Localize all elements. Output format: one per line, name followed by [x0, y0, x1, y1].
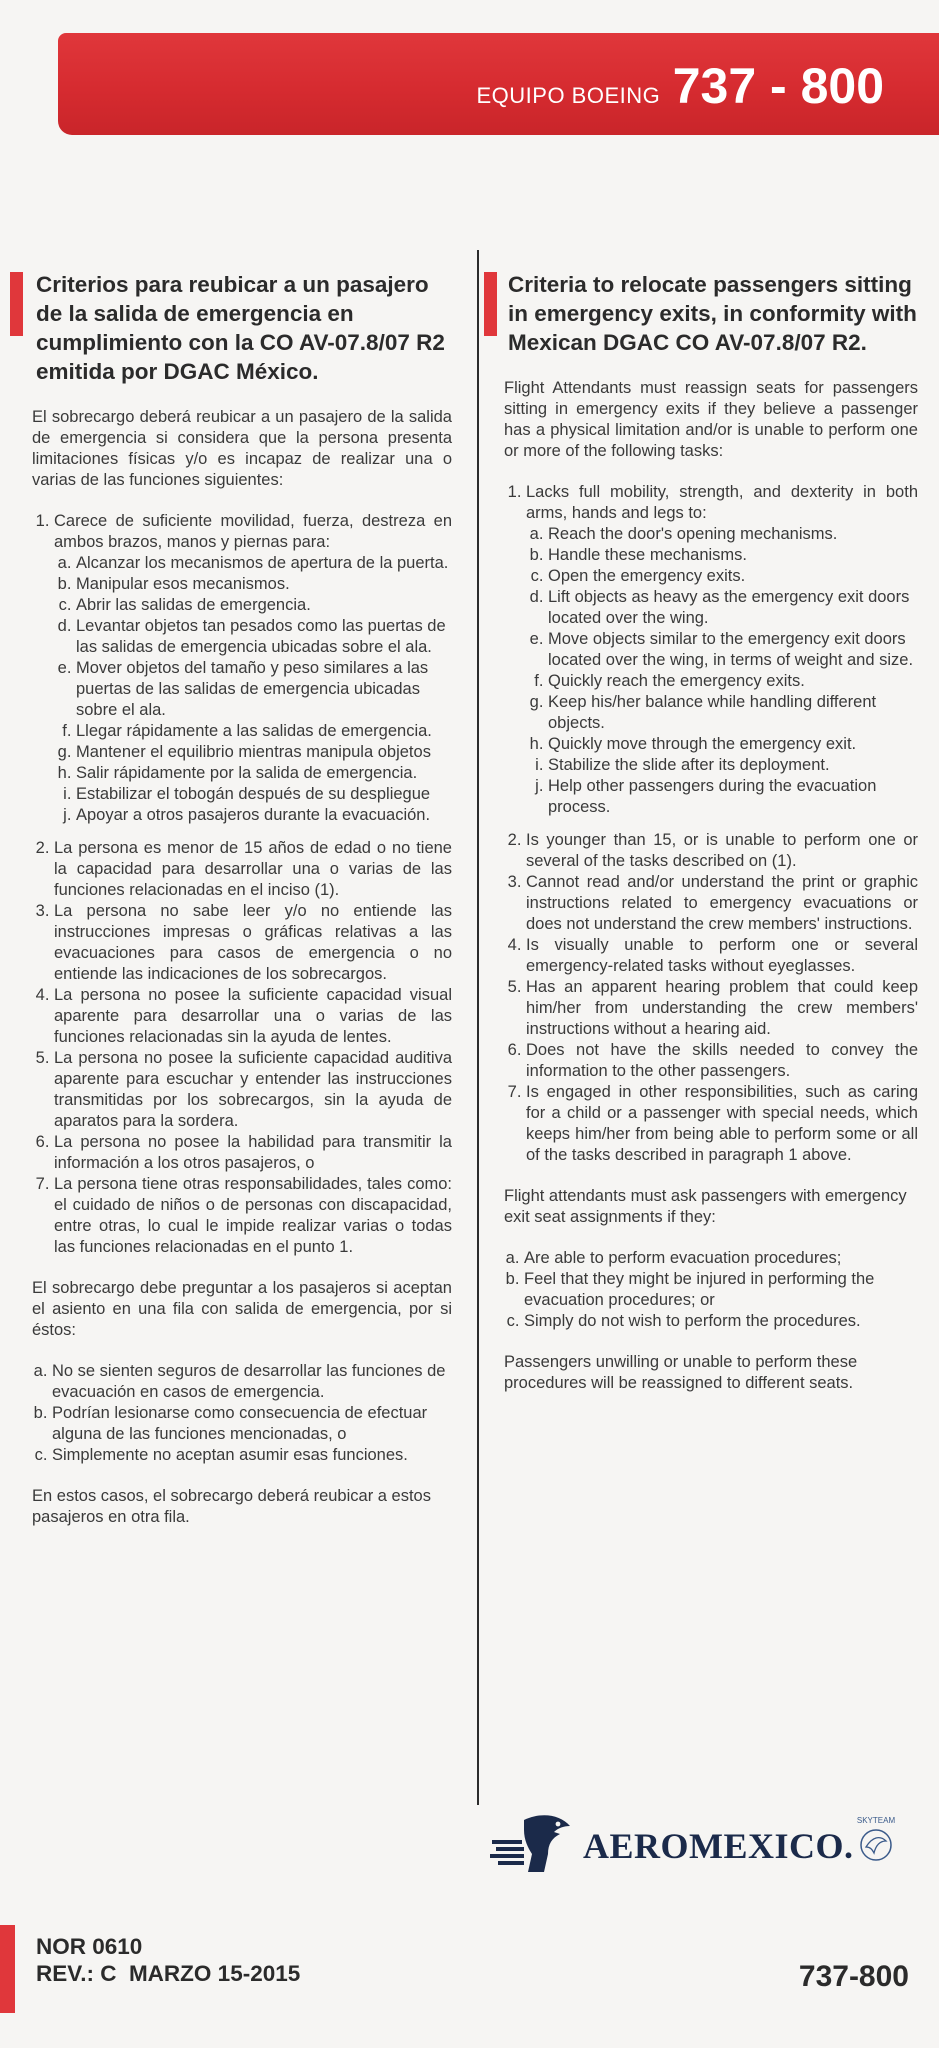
english-sub-item: j. Help other passengers during the evacuation process. — [548, 776, 918, 818]
spanish-option: c. Simplemente no aceptan asumir esas funciones. — [52, 1445, 452, 1466]
column-divider — [477, 250, 479, 1805]
english-criterion: 6. Does not have the skills needed to convey the information to the other passengers. — [526, 1040, 918, 1082]
footer-accent-bar — [0, 1925, 15, 2013]
skyteam-icon — [846, 1813, 906, 1873]
english-sub-item: f. Quickly reach the emergency exits. — [548, 671, 918, 692]
english-criterion: 2. Is younger than 15, or is unable to perform one or several of the tasks described on (1). — [526, 830, 918, 872]
spanish-criterion: 6. La persona no posee la habilidad para transmitir la información a los otros pasajeros, o — [54, 1132, 452, 1174]
aeromexico-logo — [488, 1805, 918, 1885]
banner-label: EQUIPO BOEING — [476, 83, 661, 108]
document-code: NOR 0610 — [36, 1934, 143, 1959]
aeromexico-wordmark: AEROMEXICO. — [583, 1826, 854, 1866]
spanish-sub-item: a. Alcanzar los mecanismos de apertura de la puerta. — [76, 553, 452, 574]
english-sub-item: b. Handle these mechanisms. — [548, 545, 918, 566]
revision-date: REV.: C MARZO 15-2015 — [36, 1961, 301, 1986]
spanish-criterion: 2. La persona es menor de 15 años de edad o no tiene la capacidad para desarrollar una o varias de las funciones relacionadas en el inciso (1). — [54, 838, 452, 901]
banner-text — [477, 57, 885, 115]
english-sub-item: h. Quickly move through the emergency exit. — [548, 734, 918, 755]
english-sub-item: c. Open the emergency exits. — [548, 566, 918, 587]
spanish-sub-item: j. Apoyar a otros pasajeros durante la evacuación. — [76, 805, 452, 826]
spanish-option: b. Podrían lesionarse como consecuencia de efectuar alguna de las funciones mencionadas, o — [52, 1403, 452, 1445]
english-sub-item: i. Stabilize the slide after its deployment. — [548, 755, 918, 776]
spanish-sub-item: g. Mantener el equilibrio mientras manipula objetos — [76, 742, 452, 763]
spanish-heading: Criterios para reubicar a un pasajero de la salida de emergencia en cumplimiento con la CO AV-07.8/07 R2 emitida por DGAC México. — [36, 272, 445, 384]
english-accent-bar — [484, 272, 497, 336]
english-heading: Criteria to relocate passengers sitting in emergency exits, in conformity with Mexican DGAC CO AV-07.8/07 R2. — [508, 272, 917, 355]
english-intro: Flight Attendants must reassign seats for passengers sitting in emergency exits if they believe a passenger has a physical limitation and/or is unable to perform one or more of the following tasks: — [504, 379, 918, 460]
english-options-list — [504, 1248, 918, 1332]
english-closing: Passengers unwilling or unable to perform these procedures will be reassigned to different seats. — [504, 1353, 858, 1392]
spanish-options-list — [32, 1361, 452, 1466]
english-option: b. Feel that they might be injured in performing the evacuation procedures; or — [524, 1269, 918, 1311]
english-column — [504, 270, 918, 1414]
english-ask-intro: Flight attendants must ask passengers with emergency exit seat assignments if they: — [504, 1187, 907, 1226]
spanish-criterion — [54, 511, 452, 826]
spanish-sub-item: d. Levantar objetos tan pesados como las puertas de las salidas de emergencia ubicadas sobre el ala. — [76, 616, 452, 658]
footer-model: 737-800 — [798, 1960, 909, 1993]
spanish-sub-list — [54, 553, 452, 826]
header-banner — [58, 33, 939, 135]
banner-model: 737 - 800 — [672, 58, 884, 114]
english-criteria-list — [504, 482, 918, 1166]
english-criterion: 5. Has an apparent hearing problem that could keep him/her from understanding the crew members' instructions without a hearing aid. — [526, 977, 918, 1040]
spanish-closing: En estos casos, el sobrecargo deberá reubicar a estos pasajeros en otra fila. — [32, 1487, 431, 1526]
spanish-sub-item: b. Manipular esos mecanismos. — [76, 574, 452, 595]
english-criterion: 4. Is visually unable to perform one or several emergency-related tasks without eyeglasses. — [526, 935, 918, 977]
eagle-icon — [488, 1810, 578, 1880]
english-criterion: 7. Is engaged in other responsibilities, such as caring for a child or a passenger with special needs, which keeps him/her from being able to perform some or all of the tasks described in paragraph 1 above. — [526, 1082, 918, 1166]
spanish-sub-item: h. Salir rápidamente por la salida de emergencia. — [76, 763, 452, 784]
footer-document-info — [36, 1933, 300, 1987]
skyteam-label: SKYTEAM — [856, 1816, 896, 1825]
spanish-accent-bar — [10, 272, 23, 336]
spanish-criterion: 5. La persona no posee la suficiente capacidad auditiva aparente para escuchar y entender las instrucciones transmitidas por los sobrecargos, sin la ayuda de aparatos para la sordera. — [54, 1048, 452, 1132]
spanish-column — [32, 270, 452, 1548]
spanish-sub-item: i. Estabilizar el tobogán después de su despliegue — [76, 784, 452, 805]
spanish-criterion-text: Carece de suficiente movilidad, fuerza, destreza en ambos brazos, manos y piernas para: — [54, 512, 452, 551]
english-option: a. Are able to perform evacuation procedures; — [524, 1248, 918, 1269]
english-criterion — [526, 482, 918, 818]
spanish-ask-intro: El sobrecargo debe preguntar a los pasajeros si aceptan el asiento en una fila con salida de emergencia, por si éstos: — [32, 1279, 452, 1339]
english-criterion: 3. Cannot read and/or understand the print or graphic instructions related to emergency evacuations or does not understand the crew members' instructions. — [526, 872, 918, 935]
spanish-sub-item: c. Abrir las salidas de emergencia. — [76, 595, 452, 616]
english-criterion-text: Lacks full mobility, strength, and dexterity in both arms, hands and legs to: — [526, 483, 918, 522]
english-option: c. Simply do not wish to perform the procedures. — [524, 1311, 918, 1332]
spanish-sub-item: e. Mover objetos del tamaño y peso similares a las puertas de las salidas de emergencia ubicadas sobre el ala. — [76, 658, 452, 721]
spanish-sub-item: f. Llegar rápidamente a las salidas de emergencia. — [76, 721, 452, 742]
spanish-option: a. No se sienten seguros de desarrollar las funciones de evacuación en casos de emergencia. — [52, 1361, 452, 1403]
spanish-criterion: 7. La persona tiene otras responsabilidades, tales como: el cuidado de niños o de personas con discapacidad, entre otras, lo cual le impide realizar varias o todas las funciones relacionadas en el punto 1. — [54, 1174, 452, 1258]
english-sub-item: a. Reach the door's opening mechanisms. — [548, 524, 918, 545]
spanish-criterion: 3. La persona no sabe leer y/o no entiende las instrucciones impresas o gráficas relativas a las evacuaciones para casos de emergencia o no entiende las indicaciones de los sobrecargos. — [54, 901, 452, 985]
english-sub-list — [526, 524, 918, 818]
english-sub-item: d. Lift objects as heavy as the emergency exit doors located over the wing. — [548, 587, 918, 629]
spanish-intro: El sobrecargo deberá reubicar a un pasajero de la salida de emergencia si considera que la persona presenta limitaciones físicas y/o es incapaz de realizar una o varias de las funciones siguientes: — [32, 408, 452, 489]
english-sub-item: g. Keep his/her balance while handling different objects. — [548, 692, 918, 734]
english-sub-item: e. Move objects similar to the emergency exit doors located over the wing, in terms of weight and size. — [548, 629, 918, 671]
spanish-criteria-list — [32, 511, 452, 1258]
spanish-criterion: 4. La persona no posee la suficiente capacidad visual aparente para desarrollar una o varias de las funciones relacionadas sin la ayuda de lentes. — [54, 985, 452, 1048]
